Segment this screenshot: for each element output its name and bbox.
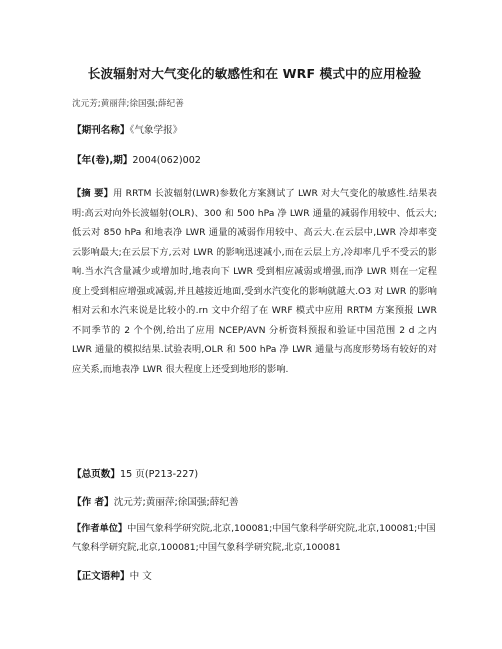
author-line: 沈元芳;黄丽萍;徐国强;薛纪善 <box>72 99 184 109</box>
abstract-text: 用 RRTM 长波辐射(LWR)参数化方案测试了 LWR 对大气变化的敏感性.结果表明:高云对向外长波辐射(OLR)、300 和 500 hPa 净 LWR 通量的减弱作用较中、低云大;低云对 850 hPa 和地表净 LWR 通量的减弱作用较中、高云大.在云层中,LWR 冷却率变云影响最大;在云层下方,云对 LWR 的影响迅速减小,而在云层上方,冷却率几乎不受云的影响.当水汽含量减少或增加时,地表向下 LWR 受到相应减弱或增强,而净 LWR 则在一定程度上受到相应增强或减弱,并且越接近地面,受到水汽变化的影响就越大.O3 对 LWR 的影响相对云和水汽来说是比较小的.rn 文中介绍了在 WRF 模式中应用 RRTM 方案预报 LWR 不同季节的 2 个个例,给出了应用 NCEP/AVN 分析资料预报和验证中国范围 2 d 之内 LWR 通量的模拟结果.试验表明,OLR 和 500 hPa 净 LWR 通量与高度形势场有较好的对应关系,而地表净 LWR 很大程度上还受到地形的影响. <box>72 188 437 375</box>
language-label: 【正文语种】 <box>72 571 130 582</box>
pages-value: 15 页(P213-227) <box>119 469 199 480</box>
pages-label: 【总页数】 <box>72 469 120 480</box>
journal-label: 【期刊名称】 <box>72 125 130 136</box>
authors-label: 【作 者】 <box>72 497 114 508</box>
year-issue-value: 2004(062)002 <box>132 155 201 166</box>
journal-field <box>72 124 182 137</box>
abstract-label: 【摘 要】 <box>72 188 114 199</box>
affiliation-field <box>72 519 437 557</box>
authors-field <box>72 496 239 509</box>
year-issue-label: 【年(卷),期】 <box>72 155 133 166</box>
language-value: 中 文 <box>129 571 152 582</box>
journal-value: 《气象学报》 <box>129 125 183 136</box>
affiliation-value: 中国气象科学研究院,北京,100081;中国气象科学研究院,北京,100081;中国气象科学研究院,北京,100081;中国气象科学研究院,北京,100081 <box>72 523 436 553</box>
authors-value: 沈元芳;黄丽萍;徐国强;薛纪善 <box>113 497 239 508</box>
affiliation-label: 【作者单位】 <box>72 523 128 534</box>
pages-field <box>72 468 198 481</box>
language-field <box>72 570 152 583</box>
year-issue-field <box>72 154 201 167</box>
paper-title: 长波辐射对大气变化的敏感性和在 WRF 模式中的应用检验 <box>87 66 422 81</box>
abstract-block <box>72 184 437 379</box>
